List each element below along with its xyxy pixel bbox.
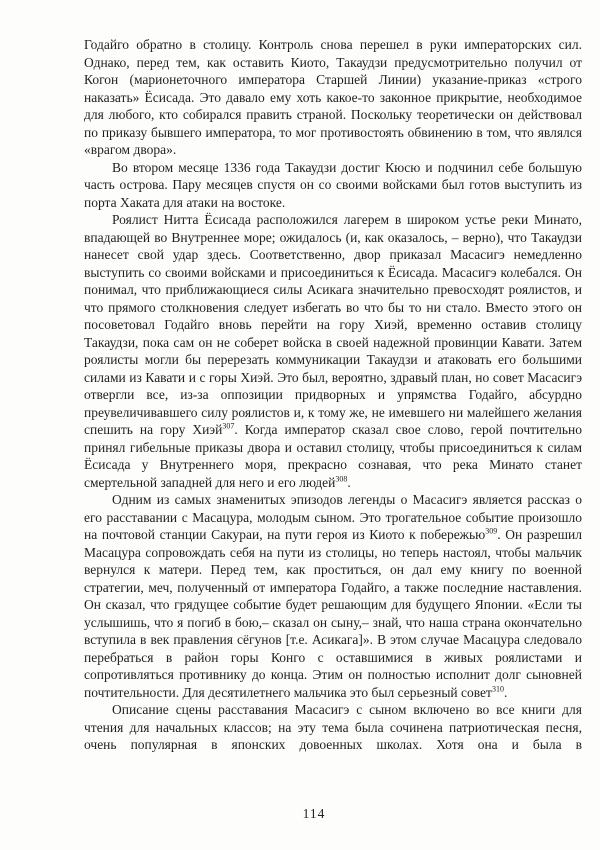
paragraph-4	[84, 491, 582, 701]
paragraph-1-text: Годайго обратно в столицу. Контроль снова перешел в руки императорских сил. Однако, перед тем, как оставить Киото, Такаудзи предусмотрительно получил от Когон (марионеточного императора Старшей Линии) указание-приказ «строго наказать» Ёсисада. Это давало ему хоть какое-то законное прикрытие, необходимое для любого, кто собирался править страной. Поскольку теоретически он действовал по приказу бывшего императора, то мог противостоять обвинению в том, что являлся «врагом двора».	[84, 37, 582, 157]
paragraph-3-text: . Когда император сказал свое слово, герой почтительно принял гибельные приказы двора и оставил столицу, чтобы присоединиться к силам Ёсисада у Внутреннего моря, прекрасно сознавая, что река Минато станет смертельной западней для него и его людей	[84, 422, 582, 490]
paragraph-2-text: Во втором месяце 1336 года Такаудзи достиг Кюсю и подчинил себе большую часть острова. Пару месяцев спустя он со своими войсками был готов выступить из порта Хаката для атаки на востоке.	[84, 159, 582, 210]
page-number: 114	[302, 806, 326, 821]
paragraph-3-text: Роялист Нитта Ёсисада расположился лагерем в широком устье реки Минато, впадающей во Внутреннее море; ожидалось (и, как оказалось, – верно), что Такаудзи нанесет свой удар здесь. Соответственно, двор приказал Масасигэ немедленно выступить со своими войсками и присоединиться к Ёсисада. Масасигэ колебался. Он понимал, что приближающиеся силы Асикага значительно превосходят роялистов, и что прямого столкновения следует избегать во что бы то ни стало. Вместо этого он посоветовал Годайго вновь перейти на гору Хиэй, временно оставив столицу Такаудзи, пока сам он не соберет войска в своей надежной провинции Кавати. Затем роялисты могли бы перерезать коммуникации Такаудзи и атаковать его большими силами из Кавати и с горы Хиэй. Это был, вероятно, здравый план, но совет Масасигэ отвергли все, из-за оппозиции придворных и упрямства Годайго, абсурдно преувеличивавшего силу роялистов и, к тому же, не имевшего ни малейшего желания спешить на гору Хиэй	[84, 212, 582, 437]
paragraph-4-text: Одним из самых знаменитых эпизодов легенды о Масасигэ является рассказ о его расставании с Масацура, молодым сыном. Это трогательное событие произошло на почтовой станции Сакураи, на пути героя из Киото к побережью	[84, 492, 582, 542]
paragraph-3-text: .	[347, 474, 351, 490]
text-block	[84, 36, 582, 754]
footnote-ref-309: 309	[485, 526, 498, 536]
paragraph-4-text: . Он разрешил Масацура сопровождать себя на пути из столицы, но теперь настоял, чтобы мальчик вернулся к матери. Перед тем, как проститься, он дал ему книгу по военной стратегии, меч, полученный от императора Годайго, а также последние наставления. Он сказал, что грядущее событие будет решающим для будущего Японии. «Если ты услышишь, что я погиб в бою,– сказал он сыну,– знай, что наша страна окончательно вступила в век правления сёгунов [т.е. Асикага]». В этом случае Масацура следовало перебраться в район горы Конго с оставшимися в живых роялистами и сопротивляться противнику до конца. Этим он полностью исполнит долг сыновней почтительности. Для десятилетнего мальчика это был серьезный совет	[84, 527, 582, 700]
paragraph-2	[84, 159, 582, 212]
footnote-ref-307: 307	[222, 421, 235, 431]
footnote-ref-308: 308	[335, 474, 348, 483]
paragraph-5-text: Описание сцены расставания Масасигэ с сыном включено во все книги для чтения для начальных классов; на эту тема была сочинена патриотическая песня, очень популярная в японских довоенных школах. Хотя она и была в	[84, 702, 582, 752]
paragraph-5	[84, 701, 582, 754]
paragraph-4-text: .	[503, 684, 508, 700]
paragraph-1	[84, 36, 582, 159]
paragraph-3	[84, 211, 582, 491]
footnote-ref-310: 310	[491, 684, 504, 693]
